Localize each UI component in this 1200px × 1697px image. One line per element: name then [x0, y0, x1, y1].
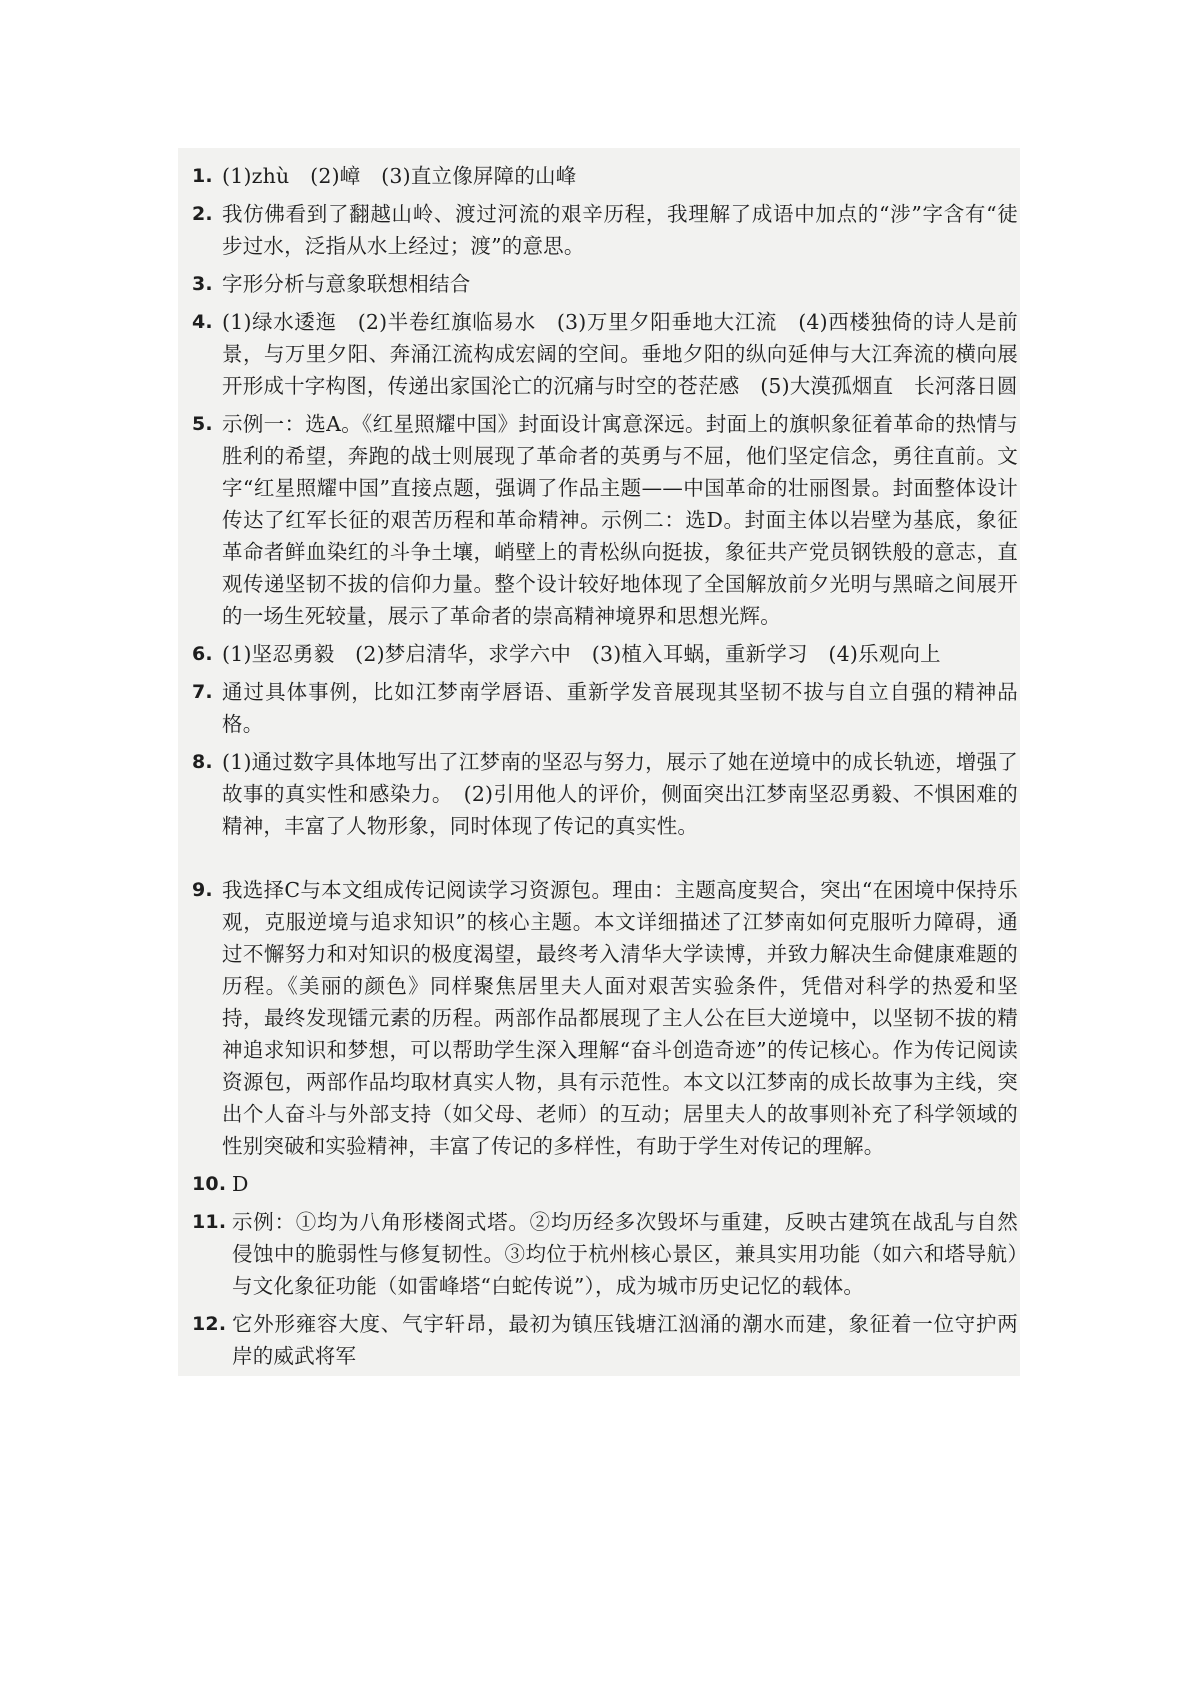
answer-text: 示例一：选A。《红星照耀中国》封面设计寓意深远。封面上的旗帜象征着革命的热情与胜利的希望，奔跑的战士则展现了革命者的英勇与不屈，他们坚定信念，勇往直前。文字“红星照耀中国”直接点题，强调了作品主题——中国革命的壮丽图景。封面整体设计传达了红军长征的艰苦历程和革命精神。示例二：选D。封面主体以岩壁为基底，象征革命者鲜血染红的斗争土壤，峭壁上的青松纵向挺拔，象征共产党员钢铁般的意志，直观传递坚韧不拔的信仰力量。整个设计较好地体现了全国解放前夕光明与黑暗之间展开的一场生死较量，展示了革命者的崇高精神境界和思想光辉。	[222, 412, 1018, 628]
answer-text: (1)通过数字具体地写出了江梦南的坚忍与努力，展示了她在逆境中的成长轨迹，增强了故事的真实性和感染力。 (2)引用他人的评价，侧面突出江梦南坚忍勇毅、不惧困难的精神，丰富了人物形象，同时体现了传记的真实性。	[222, 750, 1018, 838]
answer-number: 1.	[192, 165, 213, 187]
answer-text: 我仿佛看到了翻越山岭、渡过河流的艰辛历程，我理解了成语中加点的“涉”字含有“徒步过水，泛指从水上经过；渡”的意思。	[222, 202, 1018, 258]
answer-text: (1)zhù (2)嶂 (3)直立像屏障的山峰	[222, 164, 577, 188]
answer-item-10	[192, 1168, 1018, 1200]
answer-item-5	[192, 408, 1018, 632]
answer-item-3	[192, 268, 1018, 300]
answer-text: 字形分析与意象联想相结合	[222, 272, 471, 296]
answer-text: 我选择C与本文组成传记阅读学习资源包。理由：主题高度契合，突出“在困境中保持乐观，克服逆境与追求知识”的核心主题。本文详细描述了江梦南如何克服听力障碍，通过不懈努力和对知识的极度渴望，最终考入清华大学读博，并致力解决生命健康难题的历程。《美丽的颜色》同样聚焦居里夫人面对艰苦实验条件，凭借对科学的热爱和坚持，最终发现镭元素的历程。两部作品都展现了主人公在巨大逆境中，以坚韧不拔的精神追求知识和梦想，可以帮助学生深入理解“奋斗创造奇迹”的传记核心。作为传记阅读资源包，两部作品均取材真实人物，具有示范性。本文以江梦南的成长故事为主线，突出个人奋斗与外部支持（如父母、老师）的互动；居里夫人的故事则补充了科学领域的性别突破和实验精神，丰富了传记的多样性，有助于学生对传记的理解。	[222, 878, 1018, 1158]
answer-number: 5.	[192, 413, 213, 435]
answer-number: 3.	[192, 273, 213, 295]
answer-number: 6.	[192, 643, 213, 665]
answer-number: 2.	[192, 203, 213, 225]
answer-list	[192, 160, 1018, 1378]
answer-number: 12.	[192, 1313, 227, 1335]
answer-text: 通过具体事例，比如江梦南学唇语、重新学发音展现其坚韧不拔与自立自强的精神品格。	[222, 680, 1018, 736]
answer-item-1	[192, 160, 1018, 192]
section-gap	[192, 848, 1018, 874]
answer-item-11	[192, 1206, 1018, 1302]
answer-item-7	[192, 676, 1018, 740]
answer-text: D	[232, 1172, 249, 1196]
answer-item-8	[192, 746, 1018, 842]
answer-number: 4.	[192, 311, 213, 333]
answer-number: 8.	[192, 751, 213, 773]
answer-number: 10.	[192, 1173, 227, 1195]
answer-item-6	[192, 638, 1018, 670]
answer-item-4	[192, 306, 1018, 402]
answer-item-9	[192, 874, 1018, 1162]
answer-number: 9.	[192, 879, 213, 901]
answer-number: 11.	[192, 1211, 227, 1233]
answer-number: 7.	[192, 681, 213, 703]
answer-text: 示例：①均为八角形楼阁式塔。②均历经多次毁坏与重建，反映古建筑在战乱与自然侵蚀中的脆弱性与修复韧性。③均位于杭州核心景区，兼具实用功能（如六和塔导航）与文化象征功能（如雷峰塔“白蛇传说”），成为城市历史记忆的载体。	[232, 1210, 1018, 1298]
answer-text: (1)坚忍勇毅 (2)梦启清华，求学六中 (3)植入耳蜗，重新学习 (4)乐观向上	[222, 642, 941, 666]
answer-text: (1)绿水逶迤 (2)半卷红旗临易水 (3)万里夕阳垂地大江流 (4)西楼独倚的诗人是前景，与万里夕阳、奔涌江流构成宏阔的空间。垂地夕阳的纵向延伸与大江奔流的横向展开形成十字构图，传递出家国沦亡的沉痛与时空的苍茫感 (5)大漠孤烟直 长河落日圆	[222, 310, 1018, 398]
answer-item-2	[192, 198, 1018, 262]
answer-text: 它外形雍容大度、气宇轩昂，最初为镇压钱塘江汹涌的潮水而建，象征着一位守护两岸的威武将军	[232, 1312, 1018, 1368]
answer-item-12	[192, 1308, 1018, 1372]
